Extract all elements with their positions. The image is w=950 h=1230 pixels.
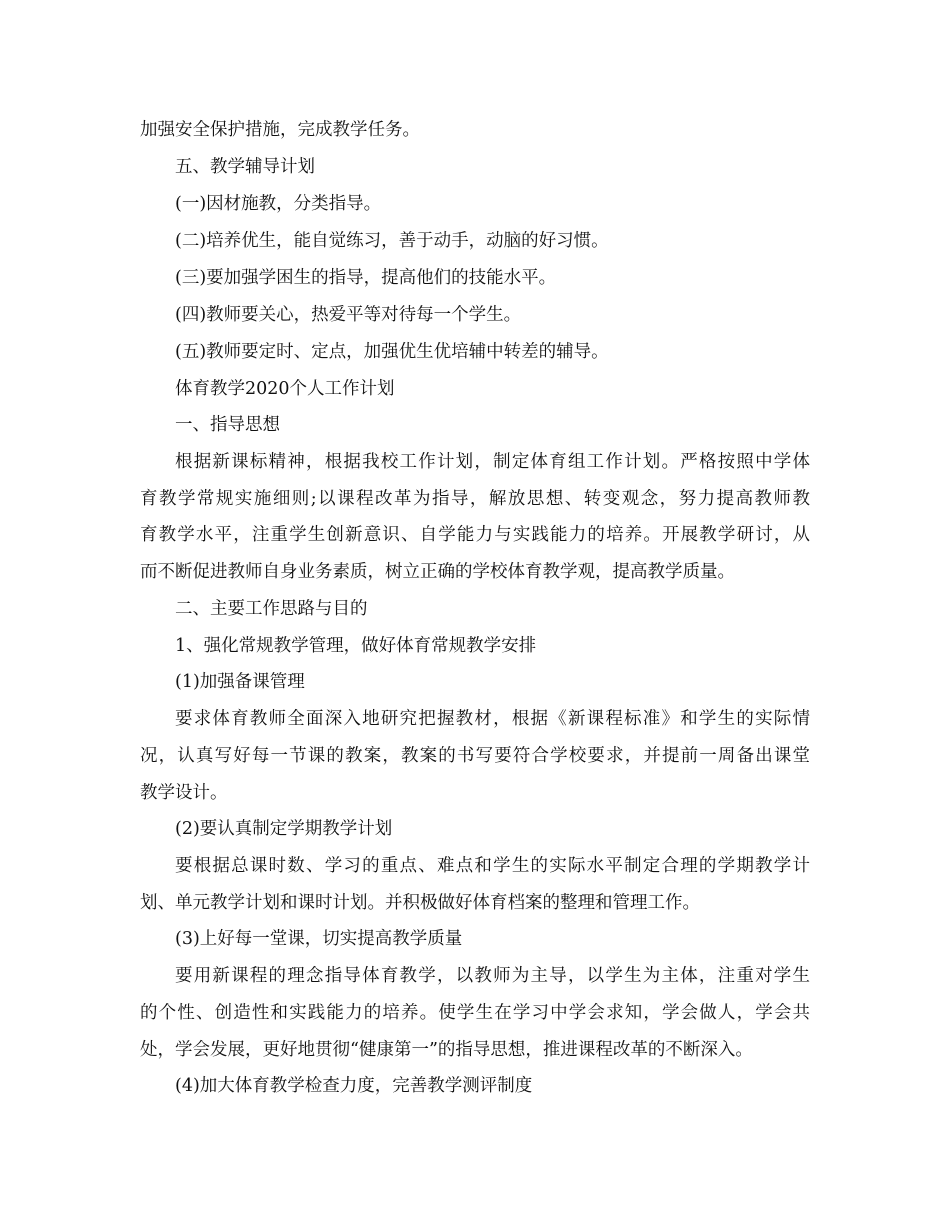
- paragraph-line: 根据新课标精神，根据我校工作计划，制定体育组工作计划。严格按照中学体: [175, 452, 810, 472]
- subsection-heading: (2)要认真制定学期教学计划: [175, 819, 393, 839]
- section-heading: 一、指导思想: [175, 415, 280, 435]
- section-heading: 二、主要工作思路与目的: [175, 599, 368, 619]
- list-item: (四)教师要关心，热爱平等对待每一个学生。: [175, 305, 522, 325]
- paragraph-line: 况，认真写好每一节课的教案，教案的书写要符合学校要求，并提前一周备出课堂: [140, 746, 810, 766]
- list-item: (一)因材施教，分类指导。: [175, 194, 382, 214]
- paragraph-line: 要用新课程的理念指导体育教学，以教师为主导，以学生为主体，注重对学生: [175, 966, 810, 986]
- paragraph-line: 育教学常规实施细则;以课程改革为指导，解放思想、转变观念，努力提高教师教: [140, 489, 810, 509]
- paragraph-line: 育教学水平，注重学生创新意识、自学能力与实践能力的培养。开展教学研讨，从: [140, 525, 810, 545]
- paragraph-line: 要求体育教师全面深入地研究把握教材，根据《新课程标准》和学生的实际情: [175, 709, 810, 729]
- paragraph-line: 教学设计。: [140, 783, 228, 803]
- list-item: (五)教师要定时、定点，加强优生优培辅中转差的辅导。: [175, 342, 609, 362]
- subsection-heading: (4)加大体育教学检查力度，完善教学测评制度: [175, 1076, 533, 1096]
- paragraph-line: 的个性、创造性和实践能力的培养。使学生在学习中学会求知，学会做人，学会共: [140, 1003, 810, 1023]
- subsection-heading: 1、强化常规教学管理，做好体育常规教学安排: [175, 636, 537, 656]
- list-item: (三)要加强学困生的指导，提高他们的技能水平。: [175, 268, 557, 288]
- subsection-heading: (1)加强备课管理: [175, 672, 305, 692]
- paragraph-line: 处，学会发展，更好地贯彻“健康第一”的指导思想，推进课程改革的不断深入。: [140, 1040, 753, 1060]
- paragraph-line: 而不断促进教师自身业务素质，树立正确的学校体育教学观，提高教学质量。: [140, 562, 735, 582]
- paragraph-line: 划、单元教学计划和课时计划。并积极做好体育档案的整理和管理工作。: [140, 893, 700, 913]
- document-title: 体育教学2020个人工作计划: [175, 379, 395, 399]
- paragraph-line: 加强安全保护措施，完成教学任务。: [140, 120, 420, 140]
- paragraph-line: 要根据总课时数、学习的重点、难点和学生的实际水平制定合理的学期教学计: [175, 856, 810, 876]
- list-item: (二)培养优生，能自觉练习，善于动手，动脑的好习惯。: [175, 231, 609, 251]
- subsection-heading: (3)上好每一堂课，切实提高教学质量: [175, 929, 463, 949]
- section-heading: 五、教学辅导计划: [175, 157, 315, 177]
